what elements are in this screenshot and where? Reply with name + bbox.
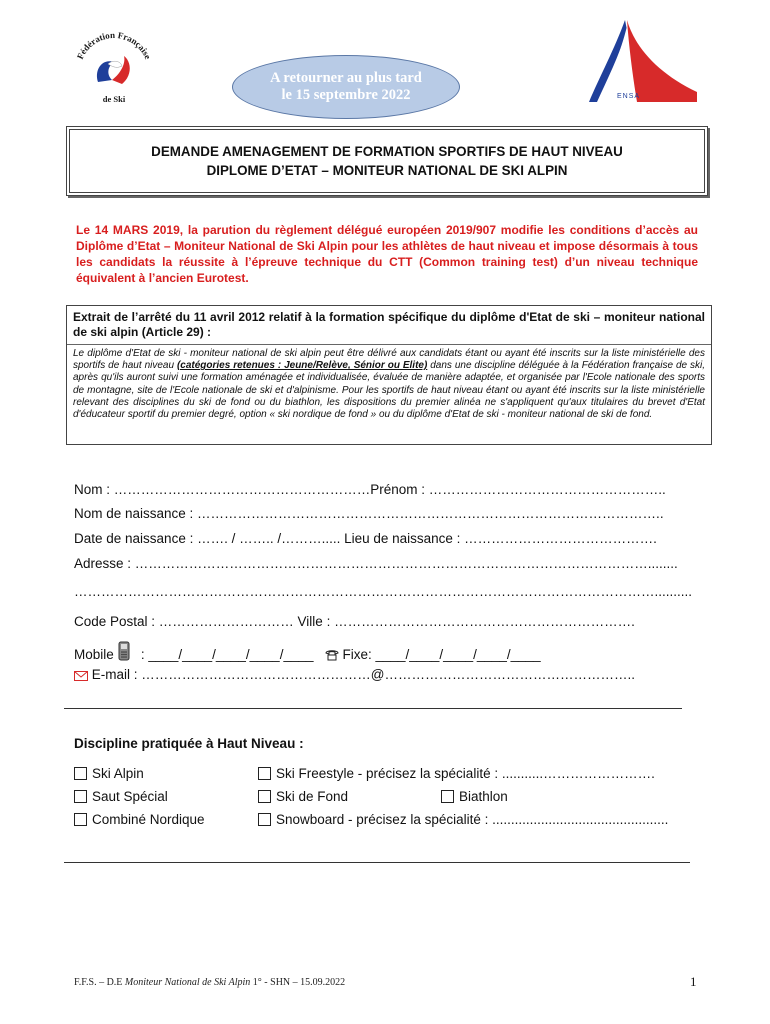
extract-body-part2: dans une discipline déléguée à la Fédération française de ski, après qu'ils auront suivi une formation aménagée et individualisée, évaluée de manière adaptée, et organisée par l'Ecole nationale des sports de montagne, site de l'Ecole nationale de ski et d'alpinisme. Pour les sportifs de haut niveau étant ou ayant été inscrits sur la liste ministérielle relevant des disciplines du ski de fond ou du biathlon, les dispositions du premier alinéa ne s'appliquent qu'aux titulaires du brevet d'Etat d'éducateur sportif du premier degré, option « ski nordique de fond » ou du diplôme d'Etat de ski - moniteur national de ski de fond. [73,360,705,421]
document-title-line2: DIPLOME D’ETAT – MONITEUR NATIONAL DE SKI ALPIN [206,163,568,178]
page-number: 1 [690,974,697,989]
checkbox-label: Saut Spécial [92,789,168,804]
footer-suffix: 1° - SHN – 15.09.2022 [250,977,346,988]
envelope-icon [74,669,88,685]
checkbox-ski-freestyle[interactable] [258,766,655,781]
document-title-box [66,126,708,196]
ffs-logo-top-text: Fédération Française [74,29,154,61]
field-adresse-line2[interactable]: ………………………………………………………………………………………………………………….......... [74,584,693,599]
checkbox-label: Ski Alpin [92,766,144,781]
checkbox-box[interactable] [258,767,271,780]
section-divider-bottom [64,862,690,863]
section-divider-top [64,708,682,709]
checkbox-label: Biathlon [459,789,508,804]
checkbox-box[interactable] [258,813,271,826]
page-footer [74,977,345,988]
decree-extract-heading: Extrait de l’arrêté du 11 avril 2012 relatif à la formation spécifique du diplôme d'Etat de ski – moniteur national de ski alpin (Article 29) : [73,310,705,339]
decree-extract-box [66,305,712,445]
field-date-lieu-naissance[interactable]: Date de naissance : ……. / …….. /………..... Lieu de naissance : ……………………………………. [74,531,657,546]
extract-body-part1: Le diplôme d'Etat de ski - moniteur national de ski alpin peut être délivré aux candidats étant ou ayant été inscrits sur la liste ministérielle des sportifs de haut niveau [73,348,705,372]
svg-text:Fédération Française [75,30,153,61]
extract-body-emphasis: (catégories retenues : Jeune/Relève, Sénior ou Elite) [176,360,428,372]
decree-extract-divider [67,344,711,345]
document-title-line1: DEMANDE AMENAGEMENT DE FORMATION SPORTIFS DE HAUT NIVEAU [151,144,623,159]
checkbox-snowboard[interactable] [258,812,668,827]
deadline-line2: le 15 septembre 2022 [281,87,411,103]
email-input[interactable]: E-mail : ……………………………………………@……………………………………………….. [91,667,635,682]
checkbox-label: Combiné Nordique [92,812,205,827]
mobile-phone-icon [118,641,130,665]
field-phones [74,641,541,665]
checkbox-label: Snowboard - précisez la spécialité : ............................................... [276,812,669,827]
ffs-logo-bottom-text: de Ski [102,94,126,104]
field-email [74,667,635,685]
regulation-notice: Le 14 MARS 2019, la parution du règlement délégué européen 2019/907 modifie les conditions d’accès au Diplôme d’Etat – Moniteur National de Ski Alpin pour les athlètes de haut niveau et impose désormais à tous les candidats la réussite à l’épreuve technique du CTT (Common training test) d’un niveau technique équivalent à l’ancien Eurotest. [76,223,698,285]
checkbox-biathlon[interactable] [441,789,508,804]
checkbox-combine-nordique[interactable] [74,812,205,827]
checkbox-box[interactable] [441,790,454,803]
footer-italic: Moniteur National de Ski Alpin [124,977,251,988]
telephone-icon [325,649,339,665]
ffs-logo [68,22,160,114]
mobile-label: Mobile [74,647,114,662]
fixe-input[interactable]: Fixe: ____/____/____/____/____ [342,647,541,662]
decree-extract-body [73,348,705,421]
footer-prefix: F.F.S. – D.E [74,977,125,988]
checkbox-ski-alpin[interactable] [74,766,144,781]
checkbox-box[interactable] [74,790,87,803]
field-code-postal-ville[interactable]: Code Postal : ………………………… Ville : …………………………………………………………. [74,614,635,629]
checkbox-label: Ski de Fond [276,789,349,804]
discipline-title: Discipline pratiquée à Haut Niveau : [74,736,304,751]
deadline-line1: A retourner au plus tard [270,70,422,86]
ensa-logo-text: ENSA [617,93,641,100]
checkbox-box[interactable] [74,767,87,780]
field-nom-prenom[interactable]: Nom : …………………………………………………Prénom : …………………………………………….. [74,482,666,497]
checkbox-ski-de-fond[interactable] [258,789,348,804]
mobile-input[interactable]: : ____/____/____/____/____ [140,647,314,662]
checkbox-saut-special[interactable] [74,789,168,804]
checkbox-box[interactable] [74,813,87,826]
checkbox-box[interactable] [258,790,271,803]
ensa-logo [585,18,703,110]
checkbox-label: Ski Freestyle - précisez la spécialité : ...........……………………. [276,766,655,781]
field-adresse[interactable]: Adresse : ……………………………………………………………………………………………………........ [74,556,678,571]
deadline-oval [232,55,460,119]
field-nom-naissance[interactable]: Nom de naissance : ………………………………………………………………………………………….. [74,506,664,521]
